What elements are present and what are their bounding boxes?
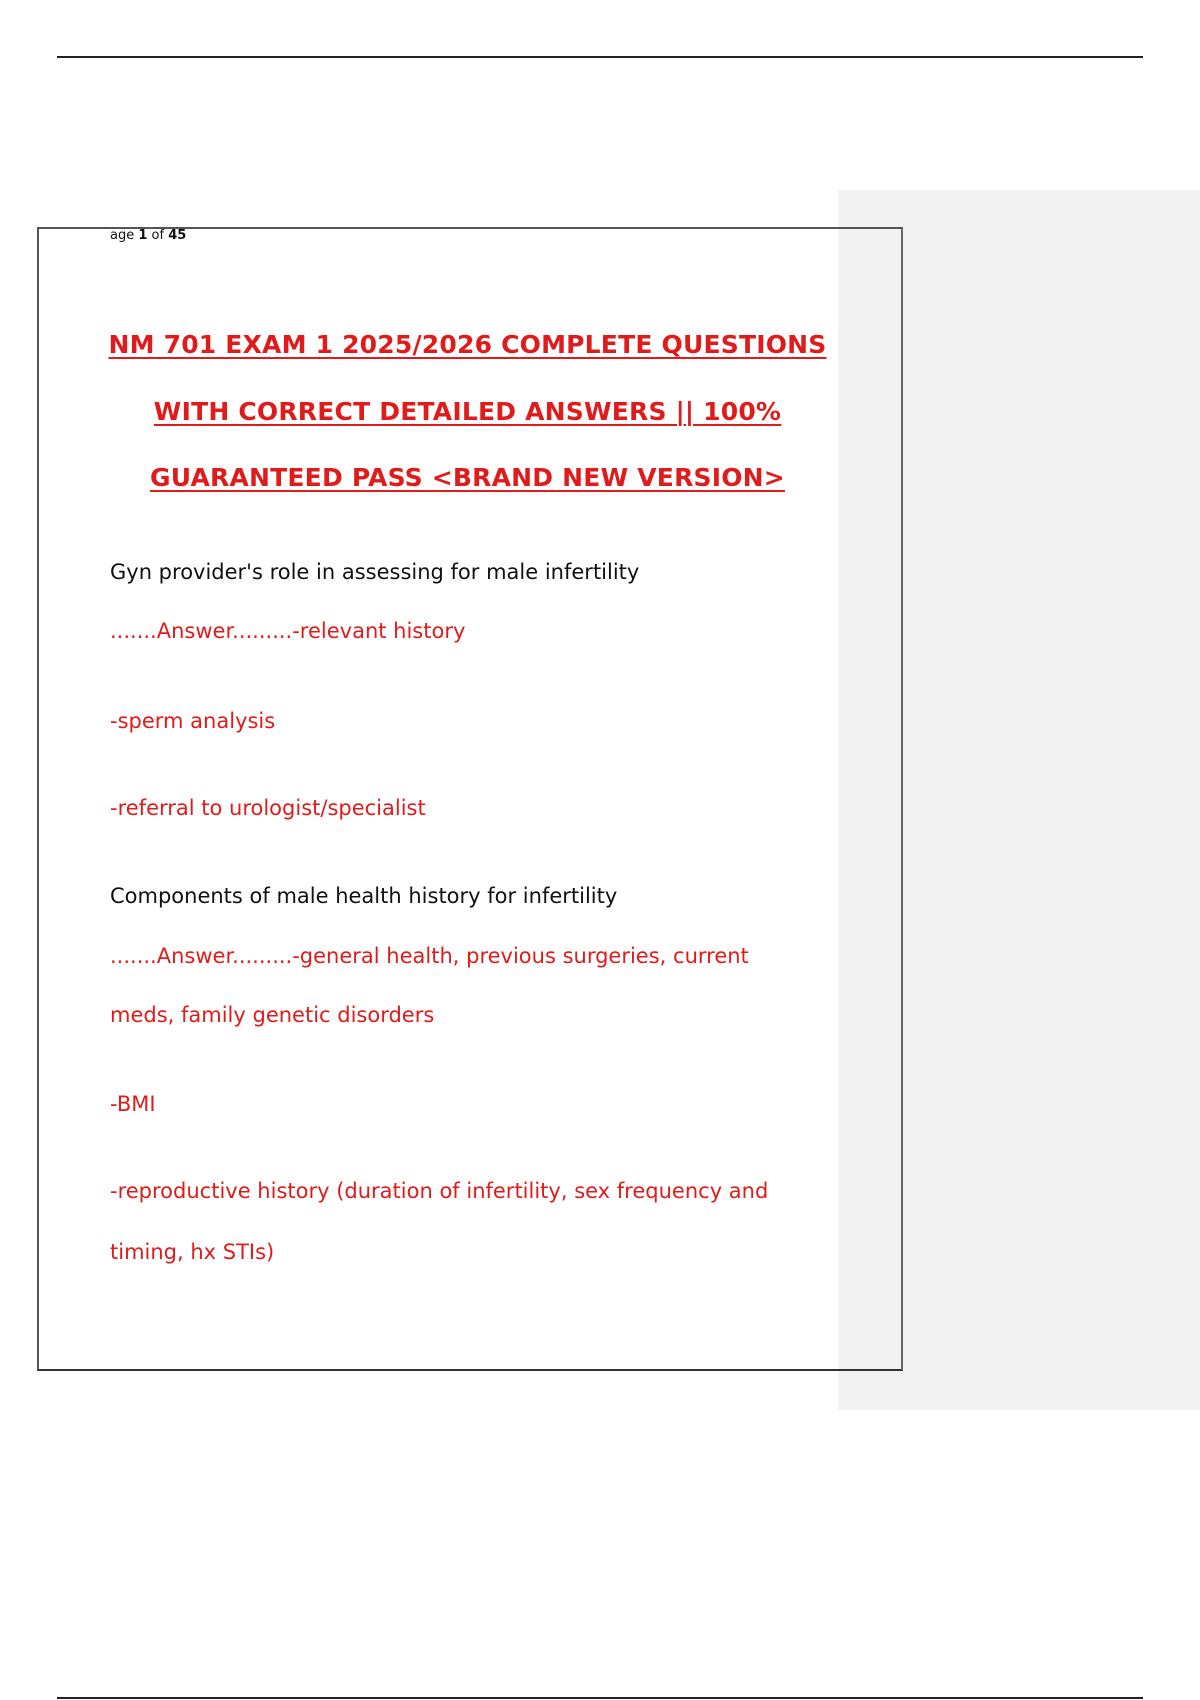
answer-2-line-1: .......Answer.........-general health, previous surgeries, current bbox=[110, 944, 749, 968]
page-current: 1 bbox=[138, 228, 148, 243]
document-title-line-2: WITH CORRECT DETAILED ANSWERS || 100% bbox=[153, 397, 782, 426]
top-divider bbox=[57, 56, 1143, 58]
bottom-divider bbox=[57, 1697, 1143, 1699]
document-title-line-3: GUARANTEED PASS <BRAND NEW VERSION> bbox=[150, 463, 785, 492]
page-counter bbox=[110, 228, 186, 243]
answer-2-line-3: -BMI bbox=[110, 1092, 156, 1116]
page-counter-prefix: age bbox=[110, 228, 139, 243]
answer-2-line-2: meds, family genetic disorders bbox=[110, 1003, 435, 1027]
answer-1-line-3: -referral to urologist/specialist bbox=[110, 796, 426, 820]
answer-2-line-4: -reproductive history (duration of infertility, sex frequency and bbox=[110, 1179, 769, 1203]
page-total: 45 bbox=[168, 228, 187, 243]
document-title-line-1: NM 701 EXAM 1 2025/2026 COMPLETE QUESTIONS bbox=[108, 330, 827, 359]
answer-1-line-2: -sperm analysis bbox=[110, 709, 276, 733]
question-1: Gyn provider's role in assessing for male infertility bbox=[110, 560, 640, 584]
answer-1-line-1: .......Answer.........-relevant history bbox=[110, 619, 466, 643]
page-counter-separator: of bbox=[147, 228, 169, 243]
answer-2-line-5: timing, hx STIs) bbox=[110, 1240, 275, 1264]
question-2: Components of male health history for infertility bbox=[110, 884, 618, 908]
